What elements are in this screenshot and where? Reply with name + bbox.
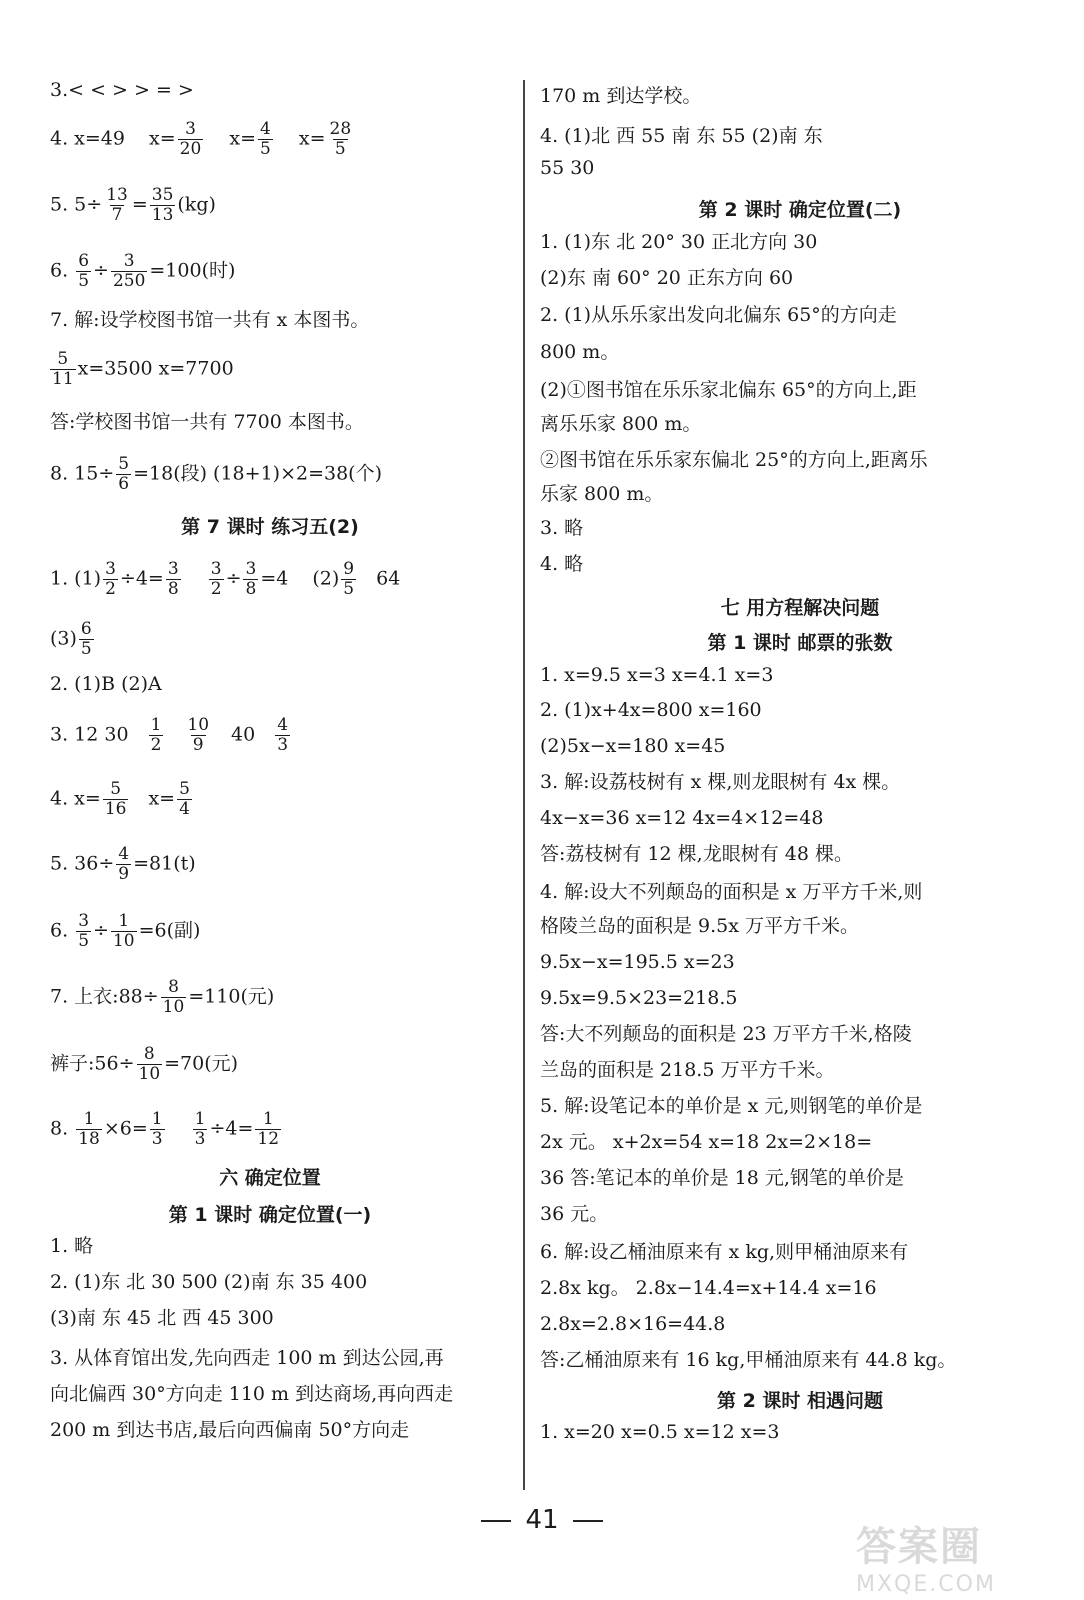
answer-line: 8. $\frac{1}{18}$ ×6= $\frac{1}{3}$ $\frac{1}{3}$ ÷4= $\frac{1}{12}$ [50,1109,280,1149]
answer-line: 8. 15÷ $\frac{5}{6}$ =18(段) (18+1)×2=38(个) [50,454,382,494]
answer-line: 55 30 [540,157,595,179]
answer-line: 1. 略 [50,1235,94,1257]
answer-line: 5. 5÷ $\frac{13}{7}$ = $\frac{35}{13}$ (kg) [50,185,216,225]
fraction: $\frac{1}{10}$ [112,911,135,951]
fraction: $\frac{5}{4}$ [179,779,190,819]
section-heading: 第 7 课时 练习五(2) [181,516,359,538]
answer-line: 1. x=9.5 x=3 x=4.1 x=3 [540,664,774,686]
answer-line: 36 元。 [540,1203,609,1225]
column-divider [523,80,525,1490]
answer-line: 2. (1)B (2)A [50,673,162,695]
answer-line: 2x 元。 x+2x=54 x=18 2x=2×18= [540,1131,873,1153]
answer-line: 向北偏西 30°方向走 110 m 到达商场,再向西走 [50,1383,454,1405]
answer-line: 3. 解:设荔枝树有 x 棵,则龙眼树有 4x 棵。 [540,771,901,793]
answer-line: 6. $\frac{6}{5}$ ÷ $\frac{3}{250}$ =100(时) [50,251,236,291]
answer-line: $\frac{5}{11}$ x=3500 x=7700 [52,349,234,389]
answer-line: (2)①图书馆在乐乐家北偏东 65°的方向上,距 [540,379,917,401]
answer-line: 答:学校图书馆一共有 7700 本图书。 [50,411,364,433]
fraction: $\frac{5}{16}$ [104,779,127,819]
answer-line: 4. x= $\frac{5}{16}$ x= $\frac{5}{4}$ [50,779,190,819]
page-number: 41 [0,1505,1084,1535]
fraction: $\frac{6}{5}$ [80,619,92,659]
answer-line: 3. 12 30 $\frac{1}{2}$ $\frac{10}{9}$ 40 $\frac{4}{3}$ [50,715,289,755]
fraction: $\frac{4}{5}$ [260,119,271,159]
answer-line: 3.< < > > = > [50,79,194,101]
answer-line: 2.8x kg。 2.8x−14.4=x+14.4 x=16 [540,1277,877,1299]
answer-line: (2)东 南 60° 20 正东方向 60 [540,267,794,289]
answer-line: 兰岛的面积是 218.5 万平方千米。 [540,1059,835,1081]
answer-line: 离乐乐家 800 m。 [540,413,702,435]
answer-line: 答:荔枝树有 12 棵,龙眼树有 48 棵。 [540,843,853,865]
fraction: $\frac{4}{3}$ [277,715,289,755]
fraction: $\frac{3}{2}$ [210,559,222,599]
fraction: $\frac{3}{250}$ [112,251,146,291]
fraction: $\frac{4}{9}$ [118,844,130,884]
dash-left [481,1520,511,1522]
fraction: $\frac{9}{5}$ [343,559,355,599]
fraction: $\frac{1}{12}$ [257,1109,280,1149]
answer-line: 4. 解:设大不列颠岛的面积是 x 万平方千米,则 [540,881,923,903]
answer-line: 4. 略 [540,553,584,575]
fraction: $\frac{1}{3}$ [151,1109,163,1149]
fraction: $\frac{13}{7}$ [106,185,128,225]
answer-line: (3) $\frac{6}{5}$ [50,619,92,659]
fraction: $\frac{3}{8}$ [245,559,257,599]
answer-line: 1. (1)东 北 20° 30 正北方向 30 [540,231,818,253]
answer-line: 7. 解:设学校图书馆一共有 x 本图书。 [50,309,370,331]
fraction: $\frac{5}{11}$ [52,349,74,389]
answer-line: 9.5x=9.5×23=218.5 [540,987,738,1009]
answer-line: 9.5x−x=195.5 x=23 [540,951,735,973]
answer-line: 1. (1) $\frac{3}{2}$ ÷4= $\frac{3}{8}$ $\frac{3}{2}$ ÷ $\frac{3}{8}$ =4 (2) $\frac{9}{5}$ 64 [50,559,401,599]
answer-line: 5. 解:设笔记本的单价是 x 元,则钢笔的单价是 [540,1095,923,1117]
answer-line: 2. (1)东 北 30 500 (2)南 东 35 400 [50,1271,368,1293]
fraction: $\frac{8}{10}$ [138,1044,161,1084]
watermark-logo: 答案圈 MXQE.COM [856,1524,996,1597]
chapter-heading: 六 确定位置 [219,1167,321,1189]
fraction: $\frac{1}{2}$ [150,715,162,755]
answer-line: 3. 略 [540,517,584,539]
fraction: $\frac{5}{6}$ [118,454,130,494]
fraction: $\frac{3}{5}$ [78,911,90,951]
answer-line: 7. 上衣:88÷ $\frac{8}{10}$ =110(元) [50,977,275,1017]
answer-line: 格陵兰岛的面积是 9.5x 万平方千米。 [540,915,860,937]
fraction: $\frac{10}{9}$ [187,715,210,755]
answer-line: 2.8x=2.8×16=44.8 [540,1313,726,1335]
fraction: $\frac{3}{8}$ [167,559,179,599]
answer-line: 4. (1)北 西 55 南 东 55 (2)南 东 [540,125,823,147]
answer-line: 1. x=20 x=0.5 x=12 x=3 [540,1421,780,1443]
answer-line: (3)南 东 45 北 西 45 300 [50,1307,274,1329]
section-heading: 第 2 课时 相遇问题 [716,1390,884,1412]
answer-line: 200 m 到达书店,最后向西偏南 50°方向走 [50,1419,410,1441]
answer-line: 4. x=49 x= $\frac{3}{20}$ x= $\frac{4}{5}$ x= $\frac{28}{5}$ [50,119,352,159]
answer-line: 800 m。 [540,341,620,363]
section-heading: 第 1 课时 邮票的张数 [707,632,893,654]
answer-line: 5. 36÷ $\frac{4}{9}$ =81(t) [50,844,196,884]
section-heading: 第 2 课时 确定位置(二) [698,199,902,221]
answer-line: 6. $\frac{3}{5}$ ÷ $\frac{1}{10}$ =6(副) [50,911,201,951]
answer-line: 36 答:笔记本的单价是 18 元,钢笔的单价是 [540,1167,904,1189]
answer-line: 2. (1)从乐乐家出发向北偏东 65°的方向走 [540,304,897,326]
answer-line: 2. (1)x+4x=800 x=160 [540,699,762,721]
fraction: $\frac{28}{5}$ [329,119,352,159]
answer-line: 裤子:56÷ $\frac{8}{10}$ =70(元) [50,1044,239,1084]
answer-line: 答:乙桶油原来有 16 kg,甲桶油原来有 44.8 kg。 [540,1349,957,1371]
fraction: $\frac{1}{3}$ [194,1109,206,1149]
answer-line: 3. 从体育馆出发,先向西走 100 m 到达公园,再 [50,1347,444,1369]
dash-right [573,1520,603,1522]
fraction: $\frac{8}{10}$ [162,977,185,1017]
answer-line: (2)5x−x=180 x=45 [540,735,726,757]
fraction: $\frac{3}{2}$ [105,559,116,599]
fraction: $\frac{6}{5}$ [78,251,90,291]
fraction: $\frac{3}{20}$ [179,119,202,159]
section-heading: 第 1 课时 确定位置(一) [168,1204,372,1226]
answer-line: 170 m 到达学校。 [540,85,702,107]
chapter-heading: 七 用方程解决问题 [720,597,880,619]
fraction: $\frac{35}{13}$ [151,185,174,225]
answer-line: 乐家 800 m。 [540,483,664,505]
answer-line: 答:大不列颠岛的面积是 23 万平方千米,格陵 [540,1023,912,1045]
answer-line: 4x−x=36 x=12 4x=4×12=48 [540,807,824,829]
answer-line: ②图书馆在乐乐家东偏北 25°的方向上,距离乐 [540,449,928,471]
answer-line: 6. 解:设乙桶油原来有 x kg,则甲桶油原来有 [540,1241,909,1263]
fraction: $\frac{1}{18}$ [78,1109,100,1149]
